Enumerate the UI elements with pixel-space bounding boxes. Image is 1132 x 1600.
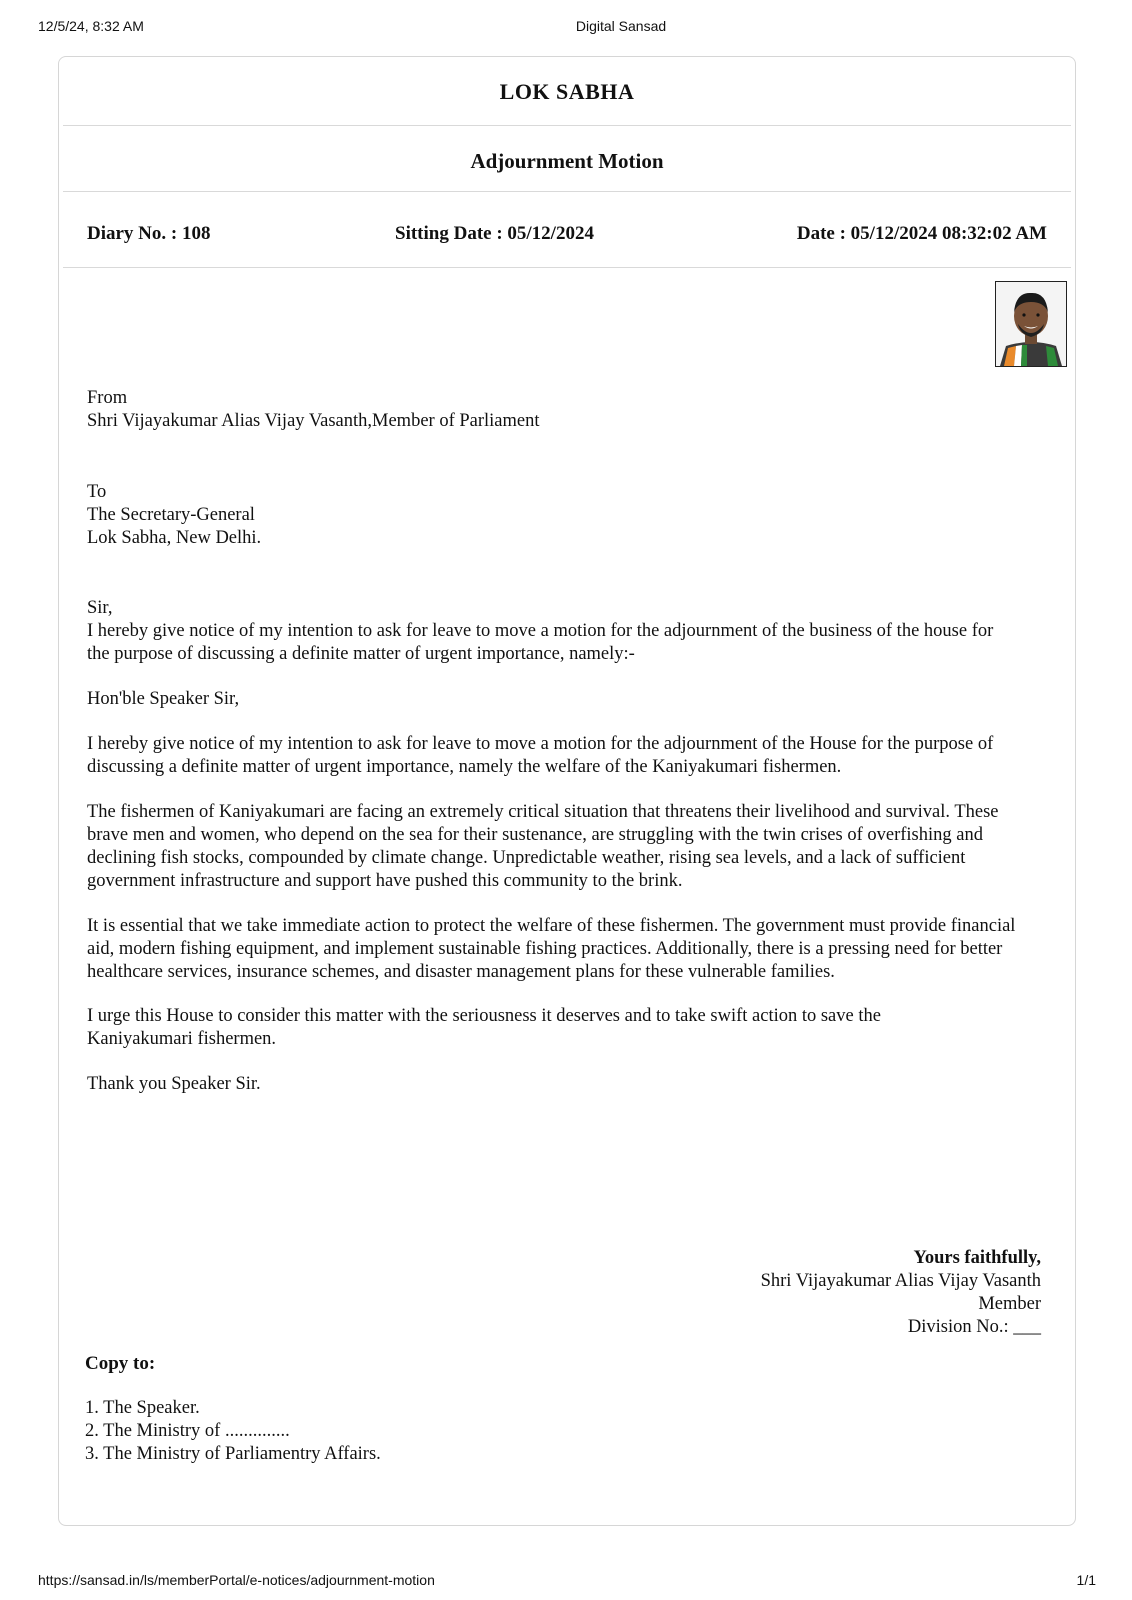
body-paragraph: I hereby give notice of my intention to ask for leave to move a motion for the adjournment of the House for the purpose of discussing a definite matter of urgent importance, namely the welfare of the Kaniyakumari fishermen. (87, 734, 994, 777)
copy-to-list (85, 1397, 381, 1466)
intro-paragraph: I hereby give notice of my intention to ask for leave to move a motion for the adjournment of the business of the house for the purpose of discussing a definite matter of urgent importance, namely:- (87, 621, 994, 664)
to-line-1: The Secretary-General (87, 505, 255, 525)
print-datetime: 12/5/24, 8:32 AM (38, 18, 144, 34)
notice-date: Date : 05/12/2024 08:32:02 AM (796, 223, 1047, 244)
print-header (0, 18, 1132, 38)
house-title: LOK SABHA (499, 79, 635, 104)
notice-type: Adjournment Motion (470, 149, 664, 173)
print-footer (0, 1572, 1132, 1592)
greeting: Hon'ble Speaker Sir, (87, 689, 240, 709)
page-number: 1/1 (1076, 1572, 1096, 1588)
signatory-name: Shri Vijayakumar Alias Vijay Vasanth (760, 1271, 1041, 1291)
body-paragraph: The fishermen of Kaniyakumari are facing an extremely critical situation that threatens their livelihood and survival. These brave men and women, who depend on the sea for their sustenance, are struggling with the twin crises of overfishing and declining fish stocks, compounded by climate change. Unpredictable weather, rising sea levels, and a lack of sufficient government infrastructure and support have pushed this community to the brink. (87, 802, 999, 891)
from-label: From (87, 388, 128, 408)
to-line-2: Lok Sabha, New Delhi. (87, 528, 262, 548)
from-name: Shri Vijayakumar Alias Vijay Vasanth,Member of Parliament (87, 411, 540, 431)
diary-number: Diary No. : 108 (87, 223, 211, 244)
from-block (87, 387, 1047, 433)
member-portrait-icon (996, 282, 1066, 366)
list-item: 2. The Ministry of .............. (85, 1421, 290, 1441)
copy-to-label: Copy to: (85, 1353, 156, 1374)
to-block (87, 481, 1047, 550)
member-photo (995, 281, 1067, 367)
thanks-line: Thank you Speaker Sir. (87, 1074, 261, 1094)
division-number: Division No.: ___ (907, 1317, 1041, 1337)
divider (63, 125, 1071, 126)
list-item: 3. The Ministry of Parliamentry Affairs. (85, 1444, 381, 1464)
notice-card (58, 56, 1076, 1526)
salutation: Sir, (87, 598, 113, 618)
list-item: 1. The Speaker. (85, 1398, 200, 1418)
signature-block (761, 1247, 1041, 1339)
page-url: https://sansad.in/ls/memberPortal/e-notices/adjournment-motion (38, 1572, 435, 1588)
signatory-role: Member (978, 1294, 1041, 1314)
body-paragraph: I urge this House to consider this matter with the seriousness it deserves and to take swift action to save the Kaniyakumari fishermen. (87, 1006, 881, 1049)
divider (63, 191, 1071, 192)
letter-intro (87, 597, 1017, 666)
closing: Yours faithfully, (913, 1248, 1041, 1268)
divider (63, 267, 1071, 268)
sitting-date: Sitting Date : 05/12/2024 (395, 223, 594, 244)
body-paragraph: It is essential that we take immediate action to protect the welfare of these fishermen. The government must provide financial aid, modern fishing equipment, and implement sustainable fishing practices. Additionally, there is a pressing need for better healthcare services, insurance schemes, and disaster management plans for these vulnerable families. (87, 916, 1016, 982)
to-label: To (87, 482, 107, 502)
print-site-title: Digital Sansad (575, 18, 667, 34)
